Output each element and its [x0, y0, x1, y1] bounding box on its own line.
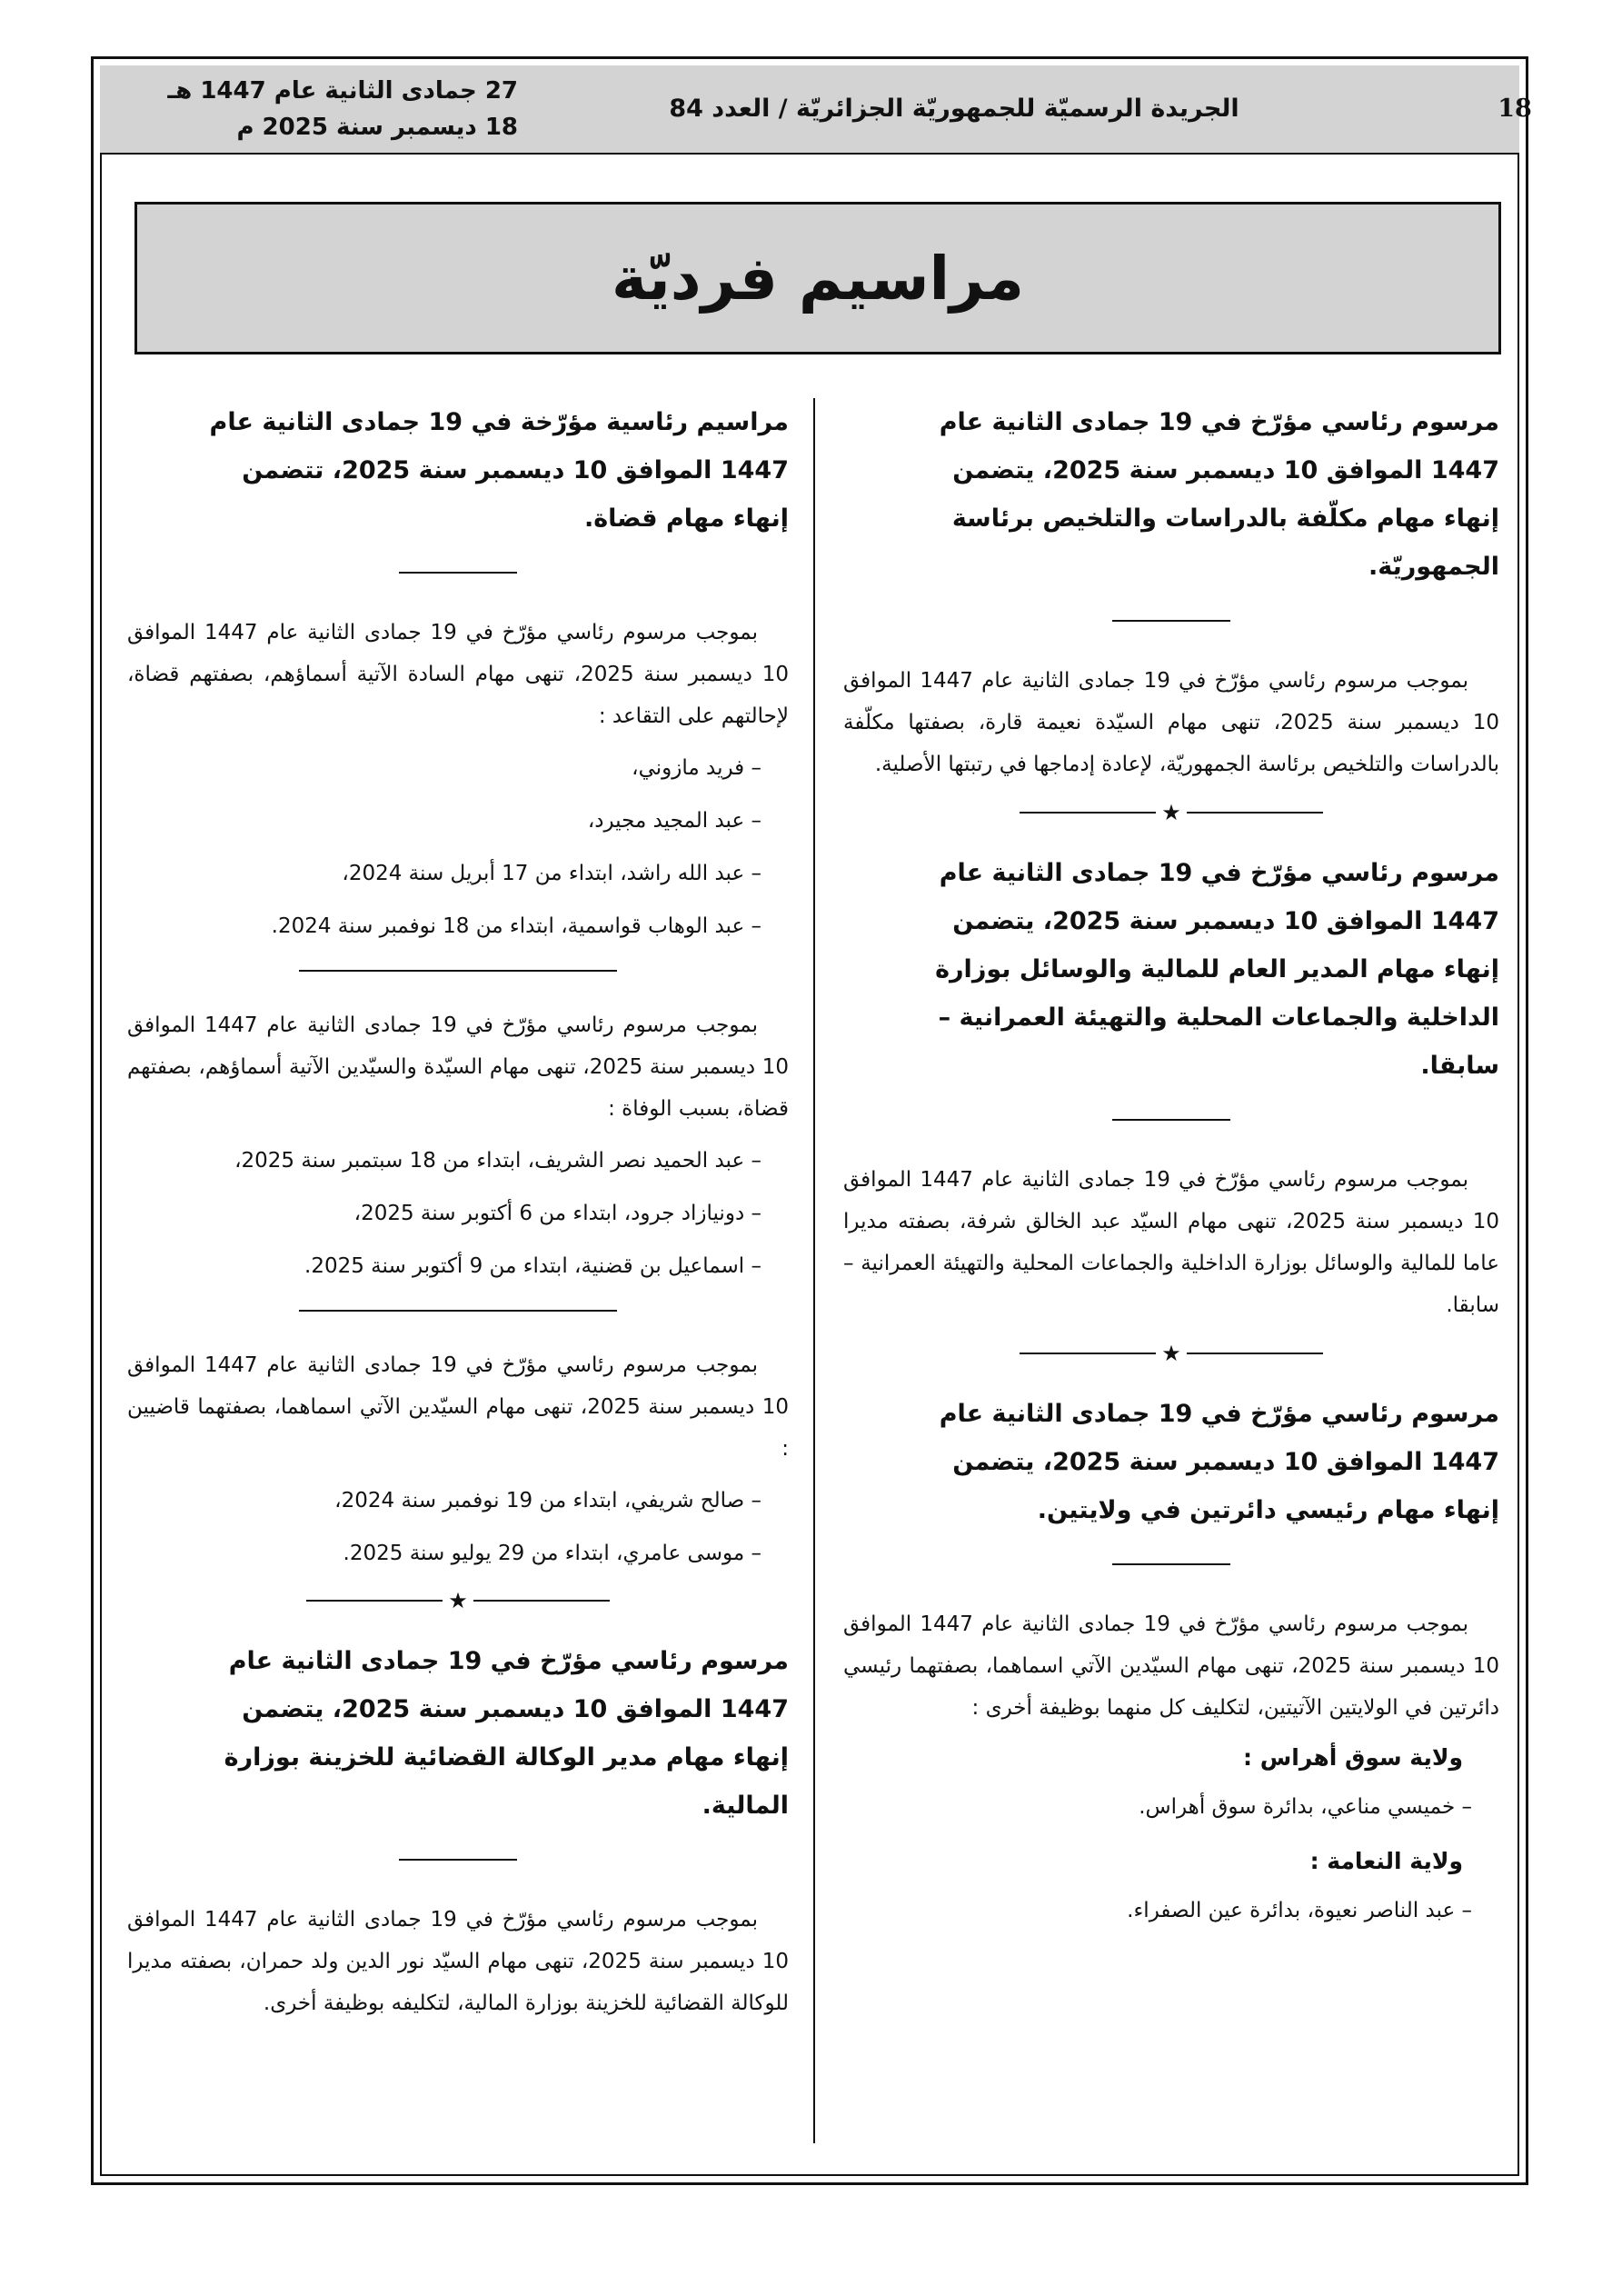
name-list — [843, 1791, 1499, 1823]
long-rule — [299, 1310, 617, 1312]
decree-title: مرسوم رئاسي مؤرّخ في 19 جمادى الثانية عام 1447 الموافق 10 ديسمبر سنة 2025، يتضمن إنهاء مهام المدير العام للمالية والوسائل بوزارة الداخلية والجماعات المحلية والتهيئة العمرانية – سابقا. — [935, 859, 1499, 1080]
divider-line — [1187, 812, 1323, 814]
list-item: – عبد المجيد مجيرد، — [587, 809, 761, 833]
issue-date — [118, 73, 518, 145]
list-item: – موسى عامري، ابتداء من 29 يوليو سنة 2025. — [343, 1542, 761, 1565]
column-divider — [813, 398, 815, 2143]
section-banner — [134, 202, 1501, 354]
decree-title: مرسوم رئاسي مؤرّخ في 19 جمادى الثانية عام 1447 الموافق 10 ديسمبر سنة 2025، يتضمن إنهاء مهام مدير الوكالة القضائية للخزينة بوزارة المالية. — [224, 1647, 789, 1820]
list-item: – خميسي مناعي، بدائرة سوق أهراس. — [1139, 1795, 1472, 1819]
star-icon: ★ — [1161, 800, 1181, 825]
decree-body: بموجب مرسوم رئاسي مؤرّخ في 19 جمادى الثانية عام 1447 الموافق 10 ديسمبر سنة 2025، تنهى مهام السيّدين الآتي اسماهما، بصفتهما قاضيين : — [127, 1353, 789, 1461]
divider-line — [1020, 1353, 1156, 1354]
short-rule — [1112, 1119, 1230, 1121]
list-item: – فريد مازوني، — [632, 756, 761, 780]
decree-body: بموجب مرسوم رئاسي مؤرّخ في 19 جمادى الثانية عام 1447 الموافق 10 ديسمبر سنة 2025، تنهى مهام السيّدين الآتي اسماهما، بصفتهما رئيسي دائرتين في الولايتين الآتيتين، لتكليف كل منهما بوظيفة أخرى : — [843, 1612, 1499, 1720]
list-item: – عبد الناصر نعيوة، بدائرة عين الصفراء. — [1127, 1899, 1472, 1922]
star-divider — [843, 1343, 1499, 1364]
list-item: – عبد الحميد نصر الشريف، ابتداء من 18 سبتمبر سنة 2025، — [234, 1149, 761, 1173]
name-list — [127, 1484, 789, 1570]
decree-title: مرسوم رئاسي مؤرّخ في 19 جمادى الثانية عام 1447 الموافق 10 ديسمبر سنة 2025، يتضمن إنهاء مهام رئيسي دائرتين في ولايتين. — [939, 1400, 1499, 1524]
short-rule — [399, 1859, 517, 1861]
decree-body: بموجب مرسوم رئاسي مؤرّخ في 19 جمادى الثانية عام 1447 الموافق 10 ديسمبر سنة 2025، تنهى مهام السيّد عبد الخالق شرفة، بصفته مديرا عاما للمالية والوسائل بوزارة الداخلية والجماعات المحلية والتهيئة العمرانية – سابقا. — [843, 1168, 1499, 1317]
short-rule — [1112, 620, 1230, 622]
name-list — [127, 1144, 789, 1283]
divider-line — [1187, 1353, 1323, 1354]
list-item: – صالح شريفي، ابتداء من 19 نوفمبر سنة 2024، — [334, 1489, 761, 1512]
list-item: – اسماعيل بن قضنية، ابتداء من 9 أكتوبر سنة 2025. — [304, 1254, 761, 1278]
short-rule — [1112, 1563, 1230, 1565]
list-item: – عبد الله راشد، ابتداء من 17 أبريل سنة 2024، — [342, 862, 761, 885]
right-column — [843, 398, 1499, 1947]
decree-body: بموجب مرسوم رئاسي مؤرّخ في 19 جمادى الثانية عام 1447 الموافق 10 ديسمبر سنة 2025، تنهى مهام السيّدة نعيمة قارة، بصفتها مكلّفة بالدراسات والتلخيص برئاسة الجمهوريّة، لإعادة إدماجها في رتبتها الأصلية. — [843, 669, 1499, 776]
date-hijri: 27 جمادى الثانية عام 1447 هـ — [167, 77, 518, 105]
star-divider — [127, 1590, 789, 1612]
divider-line — [473, 1600, 610, 1602]
name-list — [127, 752, 789, 943]
divider-line — [1020, 812, 1156, 814]
divider-line — [306, 1600, 443, 1602]
banner-title: مراسيم فرديّة — [611, 243, 1025, 314]
wilaya-heading: ولاية سوق أهراس : — [1243, 1744, 1463, 1771]
wilaya-heading: ولاية النعامة : — [1309, 1848, 1463, 1874]
name-list — [843, 1894, 1499, 1927]
journal-title: الجريدة الرسميّة للجمهوريّة الجزائريّة / العدد 84 — [669, 95, 1239, 123]
decree-title: مرسوم رئاسي مؤرّخ في 19 جمادى الثانية عام 1447 الموافق 10 ديسمبر سنة 2025، يتضمن إنهاء مهام مكلّفة بالدراسات والتلخيص برئاسة الجمهوريّة. — [939, 408, 1499, 581]
decree-body: بموجب مرسوم رئاسي مؤرّخ في 19 جمادى الثانية عام 1447 الموافق 10 ديسمبر سنة 2025، تنهى مهام السيّدة والسيّدين الآتية أسماؤهم، بصفتهم قضاة، بسبب الوفاة : — [127, 1013, 789, 1121]
long-rule — [299, 970, 617, 972]
list-item: – دونيازاد جرود، ابتداء من 6 أكتوبر سنة 2025، — [353, 1202, 761, 1225]
decree-body: بموجب مرسوم رئاسي مؤرّخ في 19 جمادى الثانية عام 1447 الموافق 10 ديسمبر سنة 2025، تنهى مهام السادة الآتية أسماؤهم، بصفتهم قضاة، لإحالتهم على التقاعد : — [127, 621, 789, 728]
page-header — [100, 65, 1532, 155]
star-icon: ★ — [448, 1588, 468, 1613]
left-column — [127, 398, 789, 2024]
star-divider — [843, 802, 1499, 824]
short-rule — [399, 572, 517, 574]
decree-title: مراسيم رئاسية مؤرّخة في 19 جمادى الثانية عام 1447 الموافق 10 ديسمبر سنة 2025، تتضمن إنهاء مهام قضاة. — [209, 408, 789, 533]
list-item: – عبد الوهاب قواسمية، ابتداء من 18 نوفمبر سنة 2024. — [271, 914, 761, 938]
decree-body: بموجب مرسوم رئاسي مؤرّخ في 19 جمادى الثانية عام 1447 الموافق 10 ديسمبر سنة 2025، تنهى مهام السيّد نور الدين ولد حمران، بصفته مديرا للوكالة القضائية للخزينة بوزارة المالية، لتكليفه بوظيفة أخرى. — [127, 1908, 789, 2015]
date-gregorian: 18 ديسمبر سنة 2025 م — [236, 114, 518, 141]
star-icon: ★ — [1161, 1341, 1181, 1366]
page-number: 18 — [1498, 95, 1532, 123]
